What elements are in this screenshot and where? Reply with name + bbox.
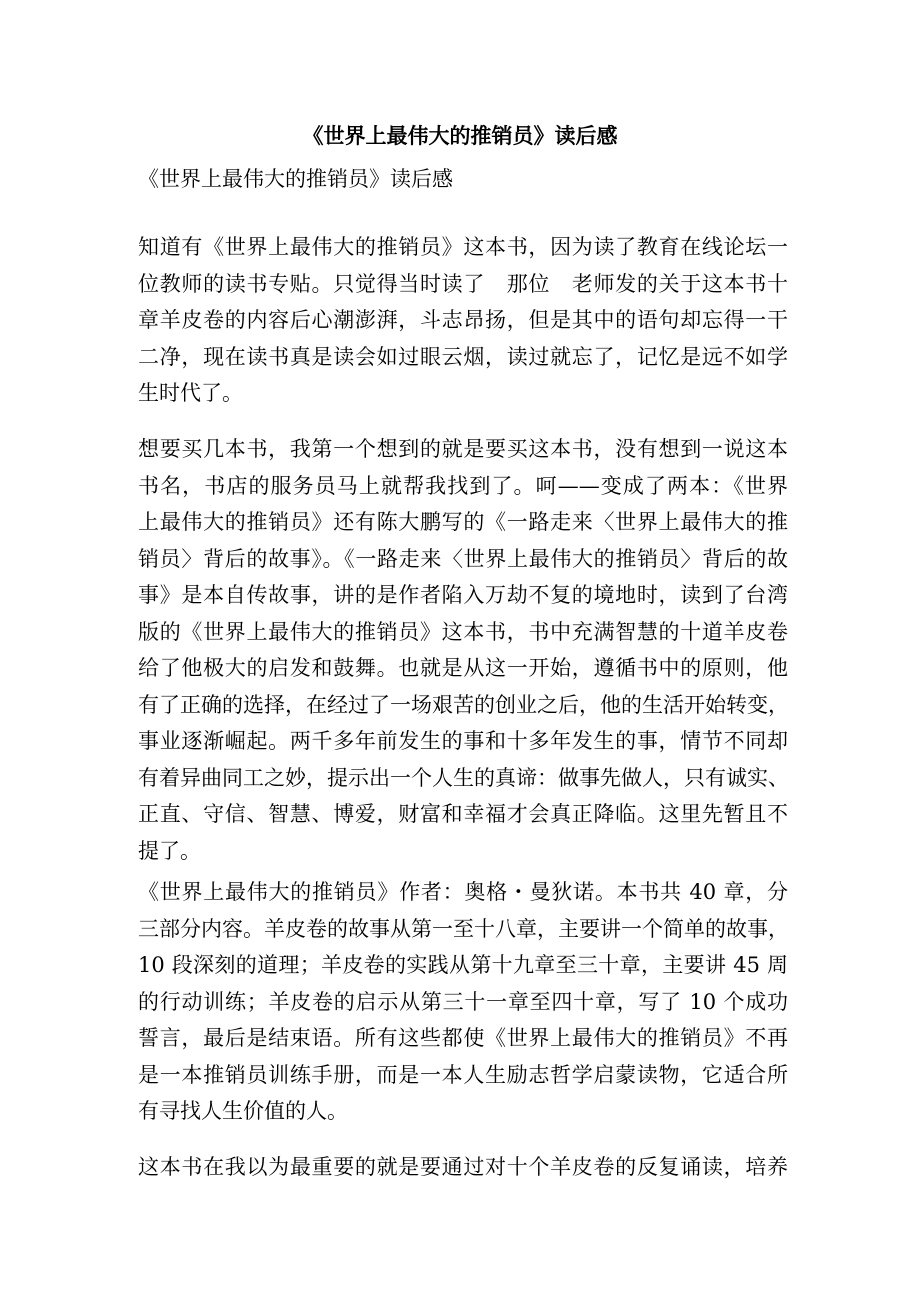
paragraph-line: 位教师的读书专贴。只觉得当时读了 那位 老师发的关于这本书十 <box>138 271 788 296</box>
paragraph-line: 上最伟大的推销员》还有陈大鹏写的《一路走来〈世界上最伟大的推 <box>138 510 788 534</box>
paragraph-line: 的行动训练；羊皮卷的启示从第三十一章至四十章，写了 10 个成功 <box>138 989 788 1014</box>
paragraph-line: 二净，现在读书真是读会如过眼云烟，读过就忘了，记忆是远不如学 <box>138 344 788 369</box>
paragraph-line: 生时代了。 <box>138 381 243 405</box>
paragraph-line: 三部分内容。羊皮卷的故事从第一至十八章，主要讲一个简单的故事， <box>138 916 789 941</box>
paragraph-1 <box>138 229 788 412</box>
paragraph-line: 知道有《世界上最伟大的推销员》这本书，因为读了教育在线论坛一 <box>138 235 788 259</box>
paragraph-line: 誓言，最后是结束语。所有这些都使《世界上最伟大的推销员》不再 <box>138 1026 788 1050</box>
paragraph-line: 事业逐渐崛起。两千多年前发生的事和十多年发生的事，情节不同却 <box>138 729 788 753</box>
document-title: 《世界上最伟大的推销员》读后感 <box>302 123 618 148</box>
paragraph-line: 有了正确的选择，在经过了一场艰苦的创业之后，他的生活开始转变， <box>138 692 789 717</box>
paragraph-line: 章羊皮卷的内容后心潮澎湃，斗志昂扬，但是其中的语句却忘得一干 <box>138 308 788 332</box>
paragraph-line: 有寻找人生价值的人。 <box>138 1099 348 1123</box>
paragraph-line: 书名，书店的服务员马上就帮我找到了。呵——变成了两本：《世界 <box>138 473 788 498</box>
paragraph-line: 版的《世界上最伟大的推销员》这本书，书中充满智慧的十道羊皮卷 <box>138 619 788 644</box>
paragraph-line: 想要买几本书，我第一个想到的就是要买这本书，没有想到一说这本 <box>138 437 788 461</box>
paragraph-line: 这本书在我以为最重要的就是要通过对十个羊皮卷的反复诵读，培养 <box>138 1155 788 1179</box>
paragraph-line: 10 段深刻的道理；羊皮卷的实践从第十九章至三十章，主要讲 45 周 <box>138 953 788 977</box>
document-subtitle: 《世界上最伟大的推销员》读后感 <box>138 167 453 191</box>
paragraph-line: 销员〉背后的故事》。《一路走来〈世界上最伟大的推销员〉背后的故 <box>138 546 788 571</box>
paragraph-line: 有着异曲同工之妙，提示出一个人生的真谛：做事先做人，只有诚实、 <box>138 765 789 790</box>
paragraph-line: 事》是本自传故事，讲的是作者陷入万劫不复的境地时，读到了台湾 <box>138 583 788 607</box>
paragraph-4 <box>138 1149 788 1186</box>
paragraph-2 <box>138 431 788 869</box>
paragraph-line: 《世界上最伟大的推销员》作者：奥格・曼狄诺。本书共 40 章，分 <box>138 880 788 904</box>
paragraph-line: 提了。 <box>138 838 201 863</box>
paragraph-line: 是一本推销员训练手册，而是一本人生励志哲学启蒙读物，它适合所 <box>138 1062 788 1087</box>
paragraph-line: 正直、守信、智慧、博爱，财富和幸福才会真正降临。这里先暂且不 <box>138 802 788 826</box>
paragraph-3 <box>138 874 788 1130</box>
paragraph-line: 给了他极大的启发和鼓舞。也就是从这一开始，遵循书中的原则，他 <box>138 656 788 680</box>
